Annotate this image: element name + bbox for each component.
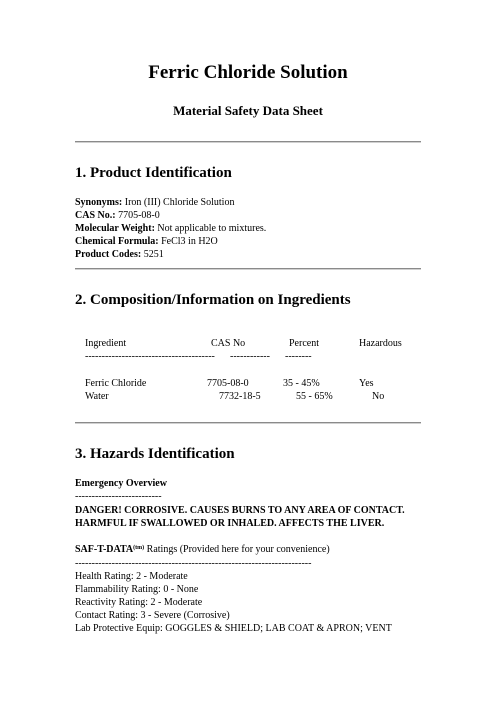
danger-statement-line-1: DANGER! CORROSIVE. CAUSES BURNS TO ANY AREA OF CONTACT. bbox=[75, 505, 405, 516]
field-label: Chemical Formula: bbox=[75, 236, 159, 247]
cell-cas-no: 7705-08-0 bbox=[207, 378, 249, 389]
field-synonyms bbox=[75, 196, 234, 209]
saf-t-data-dashes: ----------------------------------------------------------------------- bbox=[75, 558, 312, 569]
column-dashes: --------------------------------------- bbox=[85, 351, 215, 362]
rating-flammability: Flammability Rating: 0 - None bbox=[75, 584, 199, 595]
column-dashes: -------- bbox=[285, 351, 312, 362]
rating-health: Health Rating: 2 - Moderate bbox=[75, 571, 188, 582]
emergency-overview-label: Emergency Overview bbox=[75, 478, 167, 489]
field-value: 7705-08-0 bbox=[118, 210, 160, 221]
saf-t-data-label: SAF-T-DATA bbox=[75, 544, 134, 555]
cell-percent: 55 - 65% bbox=[296, 391, 333, 402]
rating-contact: Contact Rating: 3 - Severe (Corrosive) bbox=[75, 610, 230, 621]
lab-protective-equipment: Lab Protective Equip: GOGGLES & SHIELD; LAB COAT & APRON; VENT bbox=[75, 623, 392, 634]
cell-percent: 35 - 45% bbox=[283, 378, 320, 389]
rating-reactivity: Reactivity Rating: 2 - Moderate bbox=[75, 597, 203, 608]
section-heading-composition: 2. Composition/Information on Ingredients bbox=[75, 292, 351, 308]
column-header-hazardous: Hazardous bbox=[359, 338, 402, 349]
column-header-ingredient: Ingredient bbox=[85, 338, 127, 349]
saf-t-data-heading bbox=[75, 543, 330, 556]
field-label: Product Codes: bbox=[75, 249, 142, 260]
divider bbox=[75, 422, 421, 424]
saf-t-data-note: Ratings (Provided here for your convenience) bbox=[144, 544, 330, 555]
cell-hazardous: Yes bbox=[359, 378, 374, 389]
column-dashes: ------------ bbox=[230, 351, 270, 362]
document-subtitle: Material Safety Data Sheet bbox=[173, 103, 323, 118]
field-product-codes bbox=[75, 248, 164, 261]
field-value: 5251 bbox=[143, 249, 164, 260]
section-heading-hazards: 3. Hazards Identification bbox=[75, 446, 235, 462]
danger-statement-line-2: HARMFUL IF SWALLOWED OR INHALED. AFFECTS THE LIVER. bbox=[75, 518, 385, 529]
field-value: Iron (III) Chloride Solution bbox=[124, 197, 235, 208]
field-molecular-weight bbox=[75, 222, 266, 235]
field-label: CAS No.: bbox=[75, 210, 116, 221]
field-chemical-formula bbox=[75, 235, 218, 248]
field-value: FeCl3 in H2O bbox=[161, 236, 218, 247]
cell-ingredient: Water bbox=[85, 391, 109, 402]
field-label: Synonyms: bbox=[75, 197, 123, 208]
document-title: Ferric Chloride Solution bbox=[148, 62, 348, 83]
field-cas-no bbox=[75, 209, 160, 222]
column-header-percent: Percent bbox=[289, 338, 319, 349]
field-label: Molecular Weight: bbox=[75, 223, 155, 234]
divider bbox=[75, 268, 421, 270]
column-header-cas-no: CAS No bbox=[211, 338, 246, 349]
section-heading-product-identification: 1. Product Identification bbox=[75, 165, 232, 181]
cell-hazardous: No bbox=[372, 391, 385, 402]
emergency-overview-dashes: -------------------------- bbox=[75, 491, 162, 502]
divider bbox=[75, 141, 421, 143]
cell-cas-no: 7732-18-5 bbox=[219, 391, 261, 402]
cell-ingredient: Ferric Chloride bbox=[85, 378, 147, 389]
field-value: Not applicable to mixtures. bbox=[157, 223, 267, 234]
trademark-mark: (tm) bbox=[133, 545, 145, 551]
